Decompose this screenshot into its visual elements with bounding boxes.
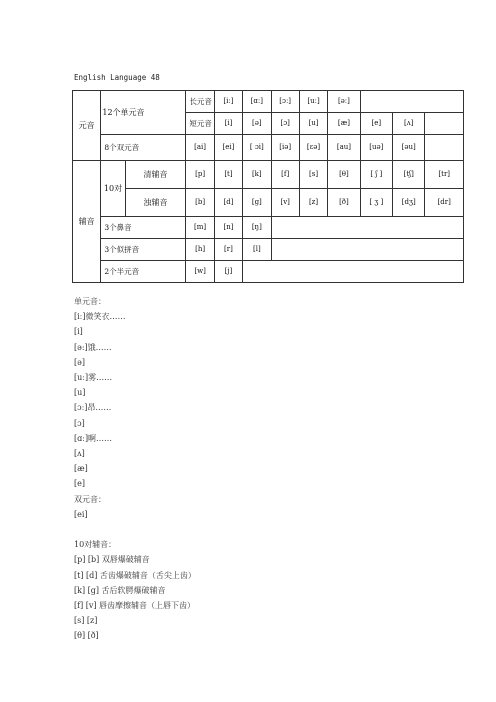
phoneme-cell: [h]: [186, 239, 214, 261]
phoneme-cell: [əː]: [328, 91, 360, 113]
note-line: 双元音：: [74, 494, 106, 504]
phoneme-cell: [ə]: [243, 113, 271, 135]
empty-cell: [271, 239, 464, 261]
phoneme-cell: [iə]: [271, 135, 299, 161]
phoneme-cell: [u]: [299, 113, 327, 135]
phoneme-cell: [dr]: [425, 189, 464, 217]
note-line: [ʌ]: [74, 449, 85, 459]
empty-cell: [360, 91, 463, 113]
phoneme-cell: [ ʒ ]: [360, 189, 392, 217]
phoneme-cell: [ð]: [328, 189, 360, 217]
note-line: [ə]: [74, 357, 85, 367]
phoneme-cell: [s]: [299, 161, 327, 189]
phoneme-cell: [ ʃ ]: [360, 161, 392, 189]
note-line: [ə:]饿……: [74, 342, 112, 352]
note-line: [iː]微笑衣……: [74, 312, 126, 322]
laterals-label: 3个似拼音: [101, 239, 186, 261]
phoneme-cell: [e]: [360, 113, 392, 135]
phoneme-cell: [i]: [214, 113, 242, 135]
phoneme-cell: [r]: [214, 239, 242, 261]
note-line: [u]: [74, 388, 86, 398]
voiceless-row: [73, 161, 464, 189]
note-line: [θ] [ð]: [74, 631, 99, 641]
phoneme-cell: [z]: [299, 189, 327, 217]
phoneme-cell: [tr]: [425, 161, 464, 189]
voiceless-label: 清辅音: [125, 161, 186, 189]
phoneme-cell: [au]: [328, 135, 360, 161]
phoneme-cell: [dʒ]: [393, 189, 425, 217]
phoneme-cell: [b]: [186, 189, 214, 217]
laterals-row: [73, 239, 464, 261]
phoneme-cell: [æ]: [328, 113, 360, 135]
note-line: [i]: [74, 327, 83, 337]
phoneme-cell: [v]: [271, 189, 299, 217]
phoneme-cell: [k]: [243, 161, 271, 189]
phoneme-cell: [ei]: [214, 135, 242, 161]
diphthongs-row: [73, 135, 464, 161]
phoneme-cell: [l]: [243, 239, 271, 261]
phonetic-table: [72, 90, 464, 283]
empty-cell: [243, 261, 464, 283]
short-vowels-label: 短元音: [186, 113, 214, 135]
phoneme-cell: [uə]: [360, 135, 392, 161]
phoneme-cell: [w]: [186, 261, 214, 283]
phoneme-cell: [ʌ]: [393, 113, 425, 135]
phoneme-cell: [ɛə]: [299, 135, 327, 161]
note-line: [ɔː]昂……: [74, 403, 112, 413]
note-line: [p] [b] 双唇爆破辅音: [74, 555, 150, 565]
phoneme-cell: [ɑː]: [243, 91, 271, 113]
nasals-row: [73, 217, 464, 239]
single-vowels-label: 12个单元音: [101, 91, 186, 135]
note-line: [e]: [74, 479, 85, 489]
note-line: [ɑː]啊……: [74, 433, 113, 443]
phoneme-cell: [n]: [214, 217, 242, 239]
phoneme-cell: [θ]: [328, 161, 360, 189]
vowel-group-label: 元音: [73, 91, 101, 161]
phoneme-cell: [əu]: [393, 135, 425, 161]
semivowels-row: [73, 261, 464, 283]
phoneme-cell: [iː]: [214, 91, 242, 113]
phoneme-cell: [ŋ]: [243, 217, 271, 239]
phoneme-cell: [ ɔi]: [243, 135, 271, 161]
phoneme-cell: [g]: [243, 189, 271, 217]
note-line: 单元音：: [74, 297, 106, 306]
voiced-label: 浊辅音: [125, 189, 186, 217]
consonant-group-label: 辅音: [73, 161, 101, 283]
phoneme-cell: [m]: [186, 217, 214, 239]
phoneme-cell: [ai]: [186, 135, 214, 161]
note-line: [74, 522, 196, 537]
phoneme-cell: [tʃ]: [393, 161, 425, 189]
pairs-label: 10对: [101, 161, 125, 217]
note-line: [k] [g] 舌后软腭爆破辅音: [74, 585, 166, 595]
phoneme-cell: [uː]: [299, 91, 327, 113]
empty-cell: [271, 217, 464, 239]
phoneme-cell: [f]: [271, 161, 299, 189]
phoneme-cell: [d]: [214, 189, 242, 217]
note-line: 10对辅音：: [74, 540, 117, 550]
long-vowels-row: [73, 91, 464, 113]
note-line: [s] [z]: [74, 616, 98, 626]
long-vowels-label: 长元音: [186, 91, 214, 113]
note-line: [f] [v] 唇齿摩擦辅音（上唇下齿）: [74, 601, 196, 611]
phoneme-cell: [t]: [214, 161, 242, 189]
phoneme-cell: [ɔː]: [271, 91, 299, 113]
phoneme-cell: [ɔ]: [271, 113, 299, 135]
nasals-label: 3个鼻音: [101, 217, 186, 239]
semivowels-label: 2个半元音: [101, 261, 186, 283]
empty-cell: [425, 113, 464, 135]
note-line: [uː]雾……: [74, 373, 113, 383]
note-line: [ɔ]: [74, 418, 85, 428]
note-line: [ei]: [74, 509, 88, 519]
voiced-row: [73, 189, 464, 217]
document-header: English Language 48: [74, 73, 160, 82]
phoneme-cell: [p]: [186, 161, 214, 189]
phoneme-cell: [j]: [214, 261, 242, 283]
note-line: [t] [d] 舌齿爆破辅音（舌尖上齿）: [74, 570, 196, 580]
diphthongs-label: 8个双元音: [101, 135, 186, 161]
note-line: [æ]: [74, 464, 88, 474]
empty-cell: [425, 135, 464, 161]
pronunciation-notes: [74, 294, 196, 644]
